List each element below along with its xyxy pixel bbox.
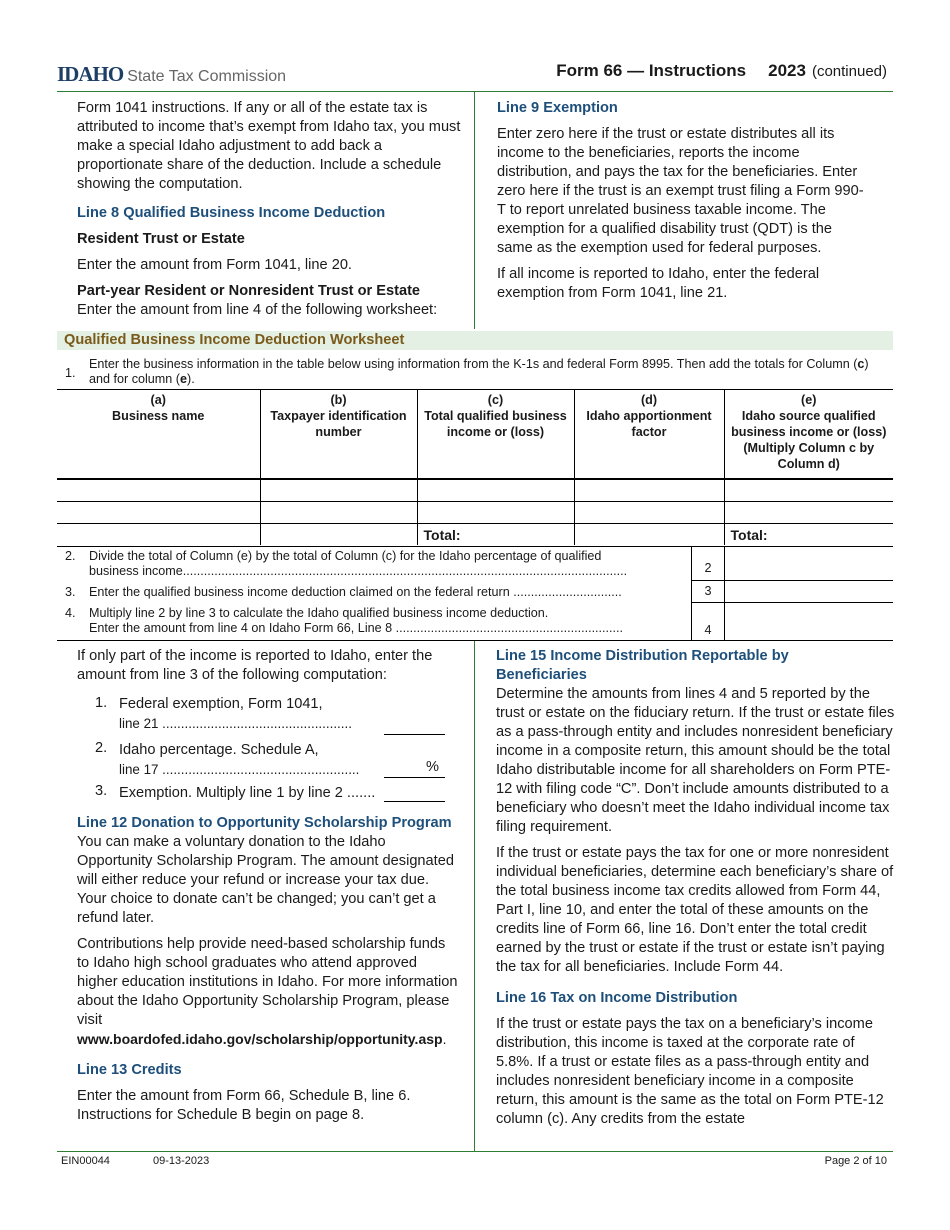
line13-heading: Line 13 Credits bbox=[77, 1062, 182, 1078]
form-code: EIN00044 bbox=[61, 1155, 110, 1167]
lines-amount-divider bbox=[724, 546, 725, 640]
worksheet-title: Qualified Business Income Deduction Worksheet bbox=[57, 331, 893, 350]
top-left-column bbox=[77, 99, 461, 327]
column-label: Total qualified business income or (loss) bbox=[424, 409, 567, 439]
comp-line-3-field[interactable] bbox=[384, 801, 445, 802]
business-name-cell[interactable] bbox=[57, 479, 260, 502]
line15-heading: Line 15 Income Distribution Reportable by Beneficiaries bbox=[496, 648, 789, 683]
column-letter: (e) bbox=[801, 393, 817, 407]
line8-heading: Line 8 Qualified Business Income Deduction bbox=[77, 205, 386, 221]
line-number: 3. bbox=[65, 585, 76, 599]
column-label: Business name bbox=[112, 409, 205, 423]
line2-bottom-rule bbox=[691, 580, 893, 581]
line9-heading: Line 9 Exemption bbox=[497, 100, 618, 116]
line9-paragraph-1: Enter zero here if the trust or estate distributes all its income to the beneficiaries, reports the income distribution, and pays the tax for the beneficiaries. Enter zero here if the trust is an exempt trust filing a Form 990-T to report unrelated business taxable income. The exemption for a qualified disability trust (QDT) is the same as the exemption used for federal purposes. bbox=[497, 126, 864, 256]
empty-cell bbox=[574, 524, 724, 546]
column-e-header bbox=[724, 390, 893, 479]
comp-text: line 21 ................................................... bbox=[119, 716, 352, 731]
idaho-qbi-cell[interactable] bbox=[724, 479, 893, 502]
page-number: Page 2 of 10 bbox=[824, 1155, 887, 1167]
resident-text: Enter the amount from Form 1041, line 20. bbox=[77, 257, 352, 273]
comp-number: 1. bbox=[95, 695, 108, 711]
comp-line-2-field[interactable] bbox=[384, 777, 445, 778]
line-box-number: 2 bbox=[704, 561, 712, 575]
line-box-number: 3 bbox=[704, 584, 712, 598]
form-title: Form 66 — Instructions bbox=[556, 61, 747, 80]
line2-amount-field[interactable] bbox=[726, 548, 891, 579]
comp-line-2 bbox=[119, 741, 379, 779]
column-letter: (c) bbox=[487, 393, 504, 407]
tin-cell[interactable] bbox=[260, 479, 417, 502]
header-rule bbox=[57, 91, 893, 92]
partial-income-intro: If only part of the income is reported to Idaho, enter the amount from line 3 of the following computation: bbox=[77, 648, 433, 683]
comp-line-1 bbox=[119, 695, 379, 733]
table-row bbox=[57, 479, 893, 502]
column-divider-top bbox=[474, 92, 475, 329]
footer-rule bbox=[57, 1151, 893, 1152]
line1-text-a: Enter the business information in the table below using information from the K-1s and federal Form 8995. Then add the totals for Column ( bbox=[89, 357, 858, 371]
bottom-left-sections bbox=[77, 814, 461, 1132]
comp-text: Federal exemption, Form 1041, bbox=[119, 696, 323, 712]
tin-cell[interactable] bbox=[260, 502, 417, 524]
comp-number: 2. bbox=[95, 740, 108, 756]
total-qbi-cell[interactable] bbox=[417, 502, 574, 524]
line4-amount-field[interactable] bbox=[726, 604, 891, 638]
lines-bottom-rule bbox=[57, 640, 893, 641]
column-a-header bbox=[57, 390, 260, 479]
percent-sign: % bbox=[426, 759, 439, 775]
line-text: Multiply line 2 by line 3 to calculate the Idaho qualified business income deduction. bbox=[89, 606, 549, 620]
column-label: Idaho apportionment factor bbox=[586, 409, 712, 439]
column-c-total-label: Total: bbox=[417, 524, 574, 546]
idaho-qbi-cell[interactable] bbox=[724, 502, 893, 524]
url-period: . bbox=[442, 1031, 447, 1047]
continued-label: (continued) bbox=[811, 63, 887, 80]
line13-text: Enter the amount from Form 66, Schedule B, line 6. Instructions for Schedule B begin on page 8. bbox=[77, 1088, 411, 1123]
bottom-right-column bbox=[496, 647, 895, 1136]
column-divider-bottom bbox=[474, 641, 475, 1151]
line12-heading: Line 12 Donation to Opportunity Scholarship Program bbox=[77, 815, 452, 831]
apportionment-cell[interactable] bbox=[574, 479, 724, 502]
worksheet-line1-text bbox=[89, 357, 889, 387]
nonresident-heading: Part-year Resident or Nonresident Trust or Estate bbox=[77, 283, 421, 299]
line12-url-line bbox=[77, 1030, 461, 1049]
line12-paragraph-2: Contributions help provide need-based scholarship funds to Idaho high school graduates who attend approved higher education institutions in Idaho. For more information about the Idaho Opportunity Scholarship Program, please visit bbox=[77, 936, 458, 1028]
line15-paragraph-2: If the trust or estate pays the tax for one or more nonresident individual beneficiaries, determine each beneficiary’s share of the total business income tax credits allowed from Form 44, Part I, line 10, and enter the total of these amounts on the credits line of Form 66, line 16. Don’t enter the total credit earned by the trust or estate if the trust or estate isn’t paying the tax for all beneficiaries. Include Form 44. bbox=[496, 845, 894, 975]
nonresident-text: Enter the amount from line 4 of the following worksheet: bbox=[77, 302, 438, 318]
column-e-total-label: Total: bbox=[724, 524, 893, 546]
line1-text-b: ) and for column ( bbox=[89, 357, 869, 386]
scholarship-url-link[interactable]: www.boardofed.idaho.gov/scholarship/opportunity.asp bbox=[77, 1031, 443, 1047]
column-d-header bbox=[574, 390, 724, 479]
table-row bbox=[57, 502, 893, 524]
estate-tax-intro: Form 1041 instructions. If any or all of the estate tax is attributed to income that’s exempt from Idaho tax, you must make a special Idaho adjustment to add back a proportionate share of the deduction. Include a schedule showing the computation. bbox=[77, 100, 461, 192]
apportionment-cell[interactable] bbox=[574, 502, 724, 524]
line-text: Enter the amount from line 4 on Idaho Form 66, Line 8 ................................................................. bbox=[89, 621, 624, 635]
bottom-left-column bbox=[77, 647, 461, 692]
column-b-header bbox=[260, 390, 417, 479]
line-text: Divide the total of Column (e) by the total of Column (c) for the Idaho percentage of qualified bbox=[89, 549, 602, 563]
comp-number: 3. bbox=[95, 783, 108, 799]
line-box-number: 4 bbox=[704, 623, 712, 637]
line1-col-e: e bbox=[180, 372, 188, 386]
column-label: Idaho source qualified business income or (loss) (Multiply Column c by Column d) bbox=[731, 409, 887, 471]
line-number: 4. bbox=[65, 606, 76, 620]
line16-heading: Line 16 Tax on Income Distribution bbox=[496, 990, 738, 1006]
line15-paragraph-1: Determine the amounts from lines 4 and 5 reported by the trust or estate on the fiduciary return. If the trust or estate files as a pass-through entity and includes nonresident beneficiary income in a composite return, this amount should be the total Idaho distributable income for all shareholders on Form PTE-12 with filing code “C”. Don’t include amounts distributed to a beneficiary who doesn’t meet the Idaho individual income tax filing requirement. bbox=[496, 686, 895, 835]
column-letter: (a) bbox=[150, 393, 166, 407]
lines-top-rule bbox=[57, 546, 893, 547]
line9-paragraph-2: If all income is reported to Idaho, enter the federal exemption from Form 1041, line 21. bbox=[497, 266, 820, 301]
agency-name: State Tax Commission bbox=[127, 68, 287, 85]
empty-cell bbox=[260, 524, 417, 546]
line1-text-c: ). bbox=[187, 372, 195, 386]
column-label: Taxpayer identification number bbox=[270, 409, 407, 439]
total-qbi-cell[interactable] bbox=[417, 479, 574, 502]
empty-cell bbox=[57, 524, 260, 546]
line-number: 2. bbox=[65, 549, 76, 563]
revision-date: 09-13-2023 bbox=[153, 1155, 210, 1167]
table-total-row bbox=[57, 524, 893, 546]
comp-text: Idaho percentage. Schedule A, bbox=[119, 742, 319, 758]
idaho-logo bbox=[57, 62, 286, 87]
line1-col-c: c bbox=[857, 357, 865, 371]
comp-text: line 17 ..................................................... bbox=[119, 762, 360, 777]
line12-paragraph-1: You can make a voluntary donation to the Idaho Opportunity Scholarship Program. The amount designated will either reduce your refund or increase your tax due. Your choice to donate can’t be changed; you can’t get a refund later. bbox=[77, 834, 454, 926]
line3-bottom-rule bbox=[691, 602, 893, 603]
column-c-header bbox=[417, 390, 574, 479]
comp-line-3: Exemption. Multiply line 1 by line 2 ....... bbox=[119, 785, 376, 801]
form-year: 2023 bbox=[768, 61, 806, 80]
table-header-row bbox=[57, 390, 893, 479]
line3-amount-field[interactable] bbox=[726, 582, 891, 601]
worksheet-line1-number: 1. bbox=[65, 366, 76, 380]
resident-heading: Resident Trust or Estate bbox=[77, 231, 245, 247]
top-right-column bbox=[497, 99, 869, 310]
line-text: Enter the qualified business income deduction claimed on the federal return ............................... bbox=[89, 585, 622, 599]
comp-line-1-field[interactable] bbox=[384, 734, 445, 735]
line-text: business income............................................................................................................................... bbox=[89, 564, 628, 578]
column-letter: (d) bbox=[640, 393, 658, 407]
column-letter: (b) bbox=[330, 393, 347, 407]
business-name-cell[interactable] bbox=[57, 502, 260, 524]
logo-wordmark: IDAHO bbox=[57, 62, 124, 86]
line16-paragraph-1: If the trust or estate pays the tax on a beneficiary’s income distribution, this income is taxed at the corporate rate of 5.8%. If a trust or estate files as a pass-through entity and includes nonresident beneficiary income in a composite return, this amount is the same as the total on Form PTE-12 column (c). Any credits from the estate bbox=[496, 1016, 884, 1127]
business-income-table bbox=[57, 390, 893, 545]
page-title bbox=[556, 61, 887, 81]
